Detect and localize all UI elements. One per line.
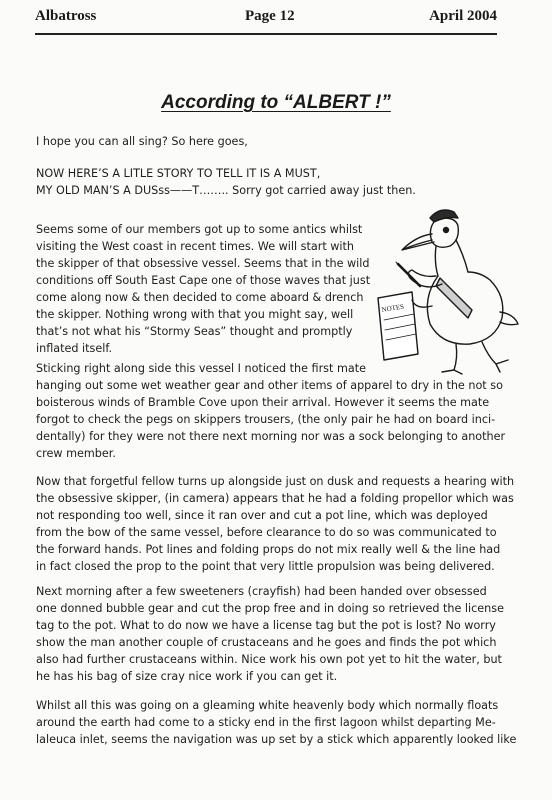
article-title: According to “ALBERT !”	[161, 92, 391, 113]
notes-label: NOTES	[381, 302, 405, 314]
text-line: around the earth had come to a sticky end in the first lagoon whilst departing Me-	[36, 716, 496, 729]
text-line: in fact closed the prop to the point that very little propulsion was being delivered.	[36, 560, 495, 573]
song-paragraph	[36, 165, 516, 199]
text-line: that’s not what his “Stormy Seas” thought and promptly	[36, 325, 353, 338]
issue-date: April 2004	[429, 8, 497, 24]
text-line: the forward hands. Pot lines and folding props do not mix really well & the line had	[36, 543, 501, 556]
text-line: the skipper. Nothing wrong with that you might say, well	[36, 308, 354, 321]
text-line: tag to the pot. What to do now we have a license tag but the pot is lost? No worry	[36, 619, 496, 632]
text-line: forgot to check the pegs on skippers trousers, (the only pair he had on board inci-	[36, 413, 496, 426]
text-line: crew member.	[36, 447, 116, 460]
text-line: Next morning after a few sweeteners (crayfish) had been handed over obsessed	[36, 585, 487, 598]
paragraph-stormy-seas	[36, 221, 371, 357]
text-line: the obsessive skipper, (in camera) appears that he had a folding propellor which was	[36, 492, 514, 505]
header-rule	[35, 33, 497, 35]
text-line: Whilst all this was going on a gleaming white heavenly body which normally floats	[36, 699, 499, 712]
paragraph-heavenly-body	[36, 697, 516, 748]
text-line: the skipper of that obsessive vessel. Seems that in the wild	[36, 257, 370, 270]
intro-paragraph: I hope you can all sing? So here goes,	[36, 135, 248, 148]
text-line: from the bow of the same vessel, before clearance to do so was communicated to	[36, 526, 497, 539]
text-line: also had further crustaceans within. Nice work his own pot yet to hit the water, but	[36, 653, 502, 666]
text-line: boisterous winds of Bramble Cove upon their arrival. However it seems the mate	[36, 396, 490, 409]
text-line: NOW HERE’S A LITLE STORY TO TELL IT IS A MUST,	[36, 167, 321, 180]
text-line: visiting the West coast in recent times. We will start with	[36, 240, 355, 253]
albatross-illustration	[372, 200, 522, 380]
newsletter-name: Albatross	[35, 8, 97, 24]
page-number: Page 12	[245, 8, 295, 24]
text-line: inflated itself.	[36, 342, 113, 355]
text-line: not responding too well, since it ran over and cut a pot line, which was deployed	[36, 509, 488, 522]
text-line: conditions off South East Cape one of those waves that just	[36, 274, 371, 287]
text-line: Seems some of our members got up to some antics whilst	[36, 223, 363, 236]
text-line: he has his bag of size cray nice work if you can get it.	[36, 670, 338, 683]
text-line: show the man another couple of crustaceans and he goes and finds the pot which	[36, 636, 497, 649]
text-line: MY OLD MAN’S A DUSss——T…….. Sorry got carried away just then.	[36, 184, 416, 197]
paragraph-crayfish	[36, 583, 516, 685]
text-line: laleuca inlet, seems the navigation was up set by a stick which apparently looked like	[36, 733, 517, 746]
albatross-drawing	[372, 200, 522, 380]
text-line: hanging out some wet weather gear and other items of apparel to dry in the not so	[36, 379, 503, 392]
text-line: one donned bubble gear and cut the prop free and in doing so retrieved the license	[36, 602, 504, 615]
paragraph-propellor	[36, 473, 516, 575]
text-line: Now that forgetful fellow turns up alongside just on dusk and requests a hearing with	[36, 475, 515, 488]
text-line: dentally) for they were not there next morning nor was a sock belonging to another	[36, 430, 506, 443]
text-line: Sticking right along side this vessel I noticed the first mate	[36, 362, 366, 375]
text-line: come along now & then decided to come aboard & drench	[36, 291, 364, 304]
page-header	[35, 8, 497, 30]
